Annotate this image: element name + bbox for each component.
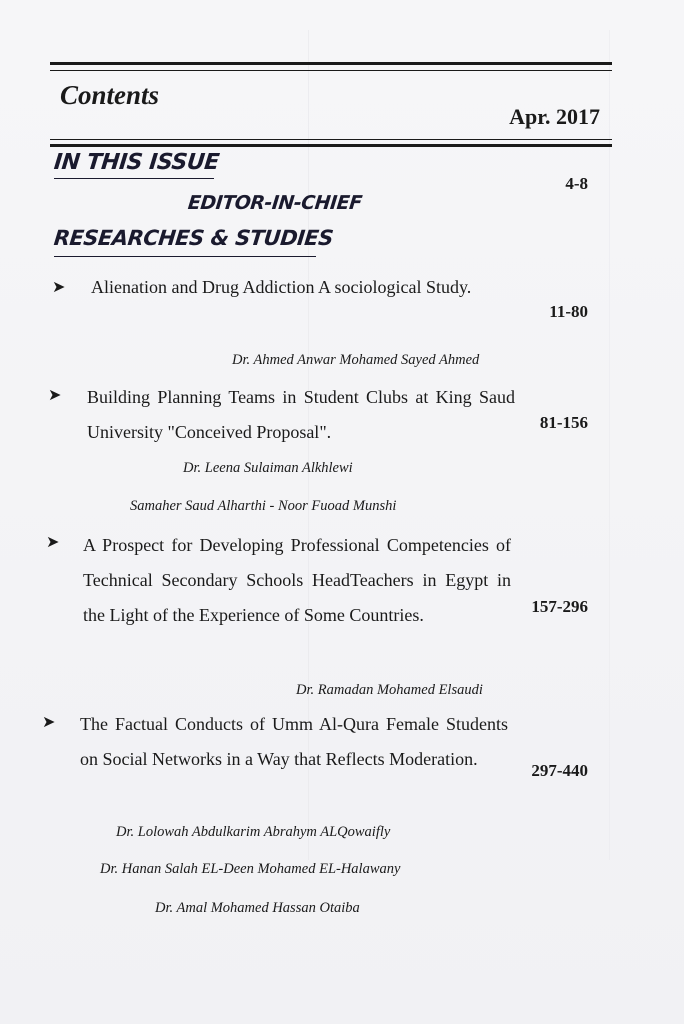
bullet-arrow-icon: ➤ [52, 277, 66, 296]
researches-underline [54, 256, 316, 257]
section-in-this-issue: IN THIS ISSUE [52, 150, 221, 175]
header-top-rule [50, 62, 612, 65]
article-pages-3: 157-296 [531, 597, 588, 616]
article-title-1[interactable]: Alienation and Drug Addiction A sociological Study. [91, 277, 472, 297]
article-author: Dr. Leena Sulaiman Alkhlewi [183, 460, 353, 476]
in-this-issue-underline [54, 178, 214, 179]
article-title-4[interactable]: The Factual Conducts of Umm Al-Qura Female Students on Social Networks in a Way that Reflects Moderation. [80, 714, 508, 769]
article-author: Dr. Lolowah Abdulkarim Abrahym ALQowaifly [116, 824, 391, 840]
editor-pages: 4-8 [565, 174, 588, 193]
header-bottom-rule-thin [50, 139, 612, 140]
header-bottom-rule [50, 144, 612, 147]
article-author: Samaher Saud Alharthi - Noor Fuoad Munshi [130, 498, 397, 514]
article-title-2[interactable]: Building Planning Teams in Student Clubs at King Saud University "Conceived Proposal". [87, 387, 515, 442]
header-top-rule-thin [50, 70, 612, 71]
article-title-3[interactable]: A Prospect for Developing Professional Competencies of Technical Secondary Schools HeadTeachers in Egypt in the Light of the Experience of Some Countries. [83, 535, 511, 625]
article-pages-4: 297-440 [531, 761, 588, 780]
page-title: Contents [60, 80, 160, 110]
issue-date: Apr. 2017 [509, 104, 600, 129]
bullet-arrow-icon: ➤ [46, 532, 60, 551]
article-author: Dr. Hanan Salah EL-Deen Mohamed EL-Halawany [100, 861, 401, 877]
article-author: Dr. Amal Mohamed Hassan Otaiba [155, 900, 360, 916]
article-author: Dr. Ahmed Anwar Mohamed Sayed Ahmed [232, 352, 480, 368]
article-pages-1: 11-80 [549, 302, 588, 321]
bullet-arrow-icon: ➤ [48, 385, 62, 404]
article-author: Dr. Ramadan Mohamed Elsaudi [296, 682, 483, 698]
article-pages-2: 81-156 [539, 413, 588, 432]
section-researches-studies: RESEARCHES & STUDIES [52, 226, 335, 250]
bullet-arrow-icon: ➤ [42, 712, 56, 731]
section-editor-in-chief[interactable]: EDITOR-IN-CHIEF [186, 192, 363, 214]
